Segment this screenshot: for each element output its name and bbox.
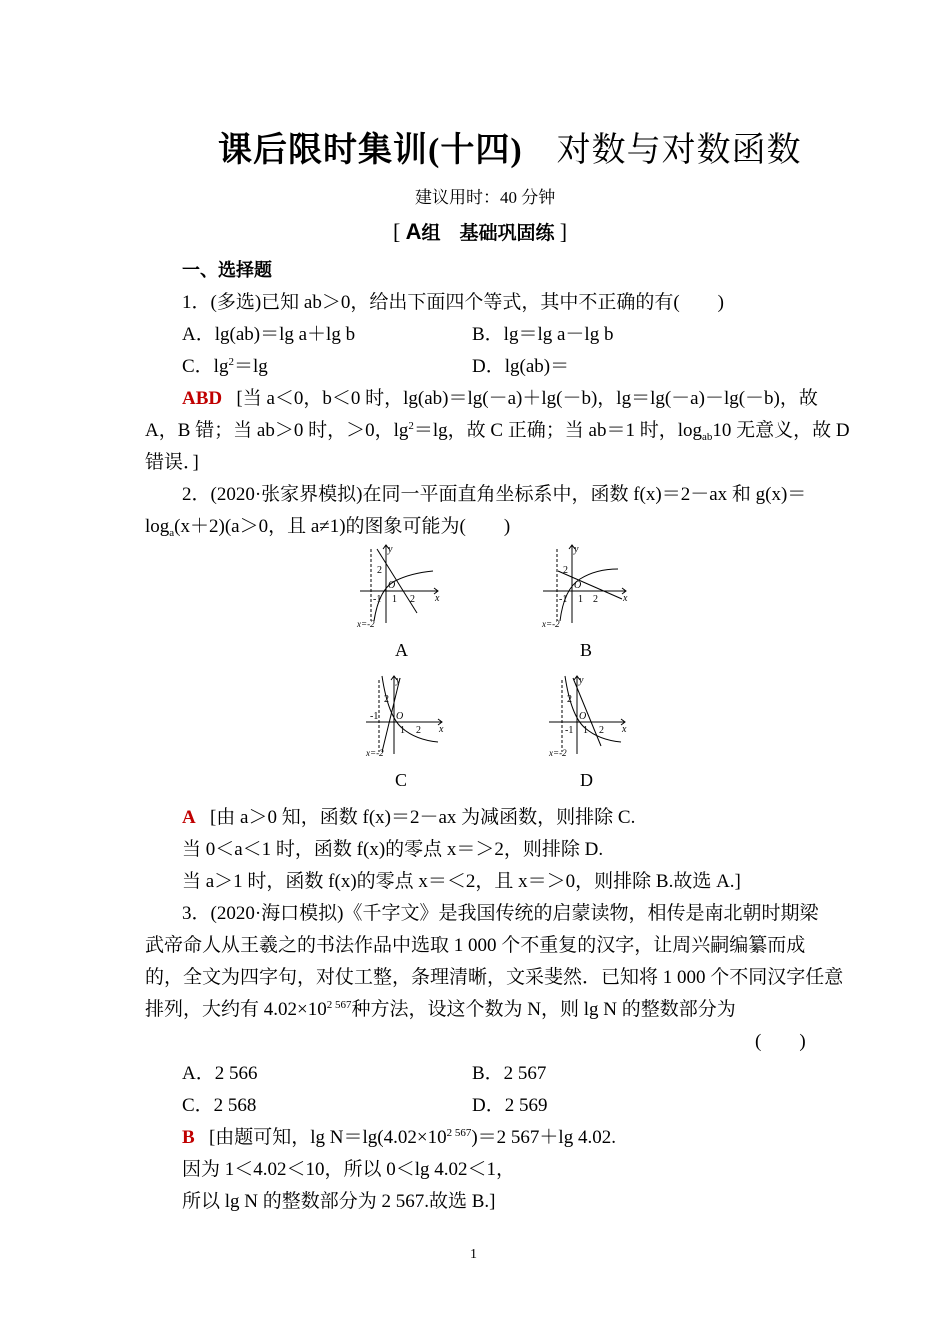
group-bracket-open: [	[393, 219, 401, 244]
svg-text:x=-2: x=-2	[542, 619, 560, 629]
suggested-time: 建议用时：40 分钟	[415, 188, 556, 207]
svg-text:x=-2: x=-2	[357, 619, 375, 629]
q1-answer: ABD	[182, 388, 223, 409]
page-title	[218, 122, 802, 171]
svg-text:-1: -1	[373, 594, 382, 605]
q3-answer: B	[182, 1127, 195, 1148]
graph-c	[362, 672, 450, 760]
q3-solution-1: B [由题可知，$\lg N=\lg(4.02\times 10^{2 567})=2$ 567＋lg 4.02.	[182, 1127, 616, 1148]
q2-solution-3: 当 a＞1 时，函数 f(x)的零点 x＝＜2，且 x＝＞0，则排除 B.故选 A.]	[182, 871, 741, 892]
svg-text:y: y	[388, 544, 393, 555]
graph-d	[545, 672, 633, 760]
svg-text:2: 2	[384, 694, 389, 705]
svg-text:y: y	[579, 675, 584, 686]
q3-option-d: D．2 569	[472, 1095, 548, 1116]
q3-option-a: A．2 566	[182, 1063, 258, 1084]
svg-text:y: y	[396, 675, 401, 686]
q3-option-b: B．2 567	[472, 1063, 547, 1084]
svg-text:-1: -1	[370, 711, 379, 722]
q2-solution-2: 当 0＜a＜1 时，函数 f(x)的零点 x＝＞2，则排除 D.	[182, 839, 604, 860]
q2-stem-1: 2．(2020·张家界模拟)在同一平面直角坐标系中，函数 f(x)＝2－ax 和 g(x)＝	[182, 484, 807, 505]
svg-text:1: 1	[578, 594, 583, 605]
svg-text:2: 2	[599, 725, 604, 736]
svg-text:2: 2	[563, 565, 568, 576]
q1-solution-1: ABD [当 a＜0，b＜0 时，lg(ab)＝lg(－a)＋lg(－b)，lg＝lg(－a)－lg(－b)，故	[182, 388, 818, 409]
q1-solution-2: A，B 错；当 ab＞0 时，＞0，$\lg^2=\lg$，故 C 正确；当 ab＝1 时，$\log_{ab}10$ 无意义，故 D	[145, 420, 850, 443]
svg-text:x: x	[435, 593, 440, 604]
graph-b	[538, 541, 633, 631]
page-number: 1	[470, 1247, 477, 1262]
graph-c-label: C	[395, 770, 408, 790]
svg-text:-1: -1	[559, 594, 568, 605]
q1-option-c: C．$\lg^2=\lg$	[182, 356, 268, 377]
svg-text:O: O	[579, 711, 587, 722]
graph-d-label: D	[580, 770, 593, 790]
q3-answer-paren: ( )	[755, 1031, 806, 1052]
group-text: 组 基础巩固练	[421, 223, 555, 244]
graph-a-label: A	[395, 640, 408, 660]
svg-text:2: 2	[416, 725, 421, 736]
svg-text:1: 1	[400, 725, 405, 736]
log-curve	[374, 571, 433, 621]
q2-answer: A	[182, 807, 196, 828]
title-topic: 对数与对数函数	[556, 132, 802, 169]
svg-text:O: O	[388, 580, 396, 591]
q3-stem-2: 武帝命人从王羲之的书法作品中选取 1 000 个不重复的汉字，让周兴嗣编纂而成	[145, 935, 806, 956]
q2-solution-1: A [由 a＞0 知，函数 f(x)＝2－ax 为减函数，则排除 C.	[182, 807, 636, 828]
svg-text:2: 2	[377, 565, 382, 576]
svg-text:O: O	[396, 711, 404, 722]
q3-solution-3: 所以 lg N 的整数部分为 2 567.故选 B.]	[182, 1191, 496, 1212]
group-heading	[393, 218, 567, 245]
q3-option-c: C．2 568	[182, 1095, 257, 1116]
q3-stem-1: 3．(2020·海口模拟)《千字文》是我国传统的启蒙读物，相传是南北朝时期梁	[182, 903, 819, 924]
q1-option-d: D．lg(ab)＝	[472, 356, 570, 377]
q3-stem-4: 排列，大约有 $4.02\times 10^{2 567}$种方法，设这个数为 N，则 lg N 的整数部分为	[145, 999, 736, 1020]
svg-text:-1: -1	[565, 725, 574, 736]
graph-b-label: B	[580, 640, 593, 660]
q1-stem: 1．(多选)已知 ab＞0，给出下面四个等式，其中不正确的有( )	[182, 292, 724, 313]
svg-text:x: x	[623, 593, 628, 604]
q2-stem-2: $\log_a(x+2)(a>0$，且 a≠1)的图象可能为( )	[145, 516, 511, 539]
svg-text:2: 2	[593, 594, 598, 605]
group-letter: A	[405, 219, 422, 244]
q3-stem-3: 的，全文为四字句，对仗工整，条理清晰，文采斐然．已知将 1 000 个不同汉字任意	[145, 967, 844, 988]
svg-text:2: 2	[567, 694, 572, 705]
svg-text:y: y	[574, 544, 579, 555]
svg-text:x: x	[439, 724, 444, 735]
graph-a	[355, 541, 445, 631]
section-title: 一、选择题	[182, 260, 272, 280]
svg-text:x: x	[622, 724, 627, 735]
svg-text:x=-2: x=-2	[549, 748, 567, 758]
svg-text:2: 2	[410, 594, 415, 605]
svg-text:1: 1	[583, 725, 588, 736]
svg-text:O: O	[574, 580, 582, 591]
svg-text:1: 1	[392, 594, 397, 605]
title-main: 课后限时集训(十四)	[218, 132, 523, 169]
group-bracket-close: ]	[559, 219, 568, 244]
q1-option-a: A．lg(ab)＝lg a＋lg b	[182, 324, 356, 345]
q1-option-b: B．lg＝lg a－lg b	[472, 324, 614, 345]
q3-solution-2: 因为 1＜4.02＜10，所以 0＜lg 4.02＜1，	[182, 1159, 516, 1180]
svg-text:x=-2: x=-2	[366, 748, 384, 758]
q1-solution-3: 错误．]	[145, 452, 199, 473]
